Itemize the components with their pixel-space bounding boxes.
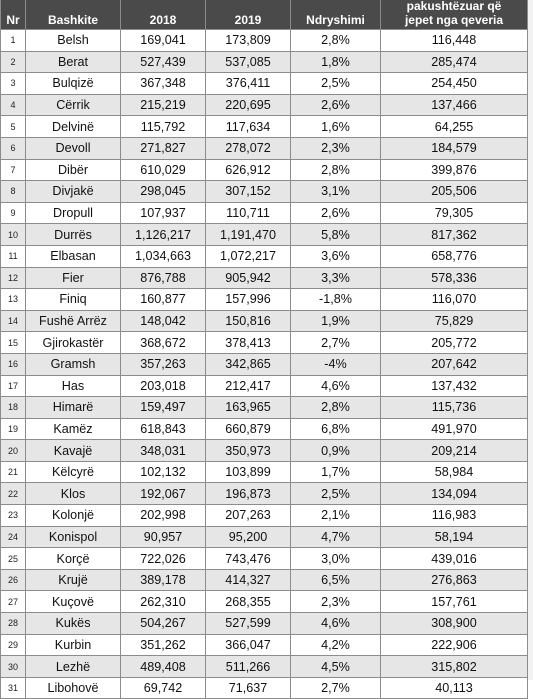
cell-2018: 271,827	[121, 137, 206, 159]
cell-municipality: Kukës	[26, 613, 121, 635]
cell-change: 2,6%	[291, 202, 381, 224]
cell-municipality: Dibër	[26, 159, 121, 181]
cell-2018: 368,672	[121, 332, 206, 354]
cell-change: 2,8%	[291, 30, 381, 52]
cell-municipality: Dropull	[26, 202, 121, 224]
cell-change: 2,3%	[291, 591, 381, 613]
cell-municipality: Fushë Arrëz	[26, 310, 121, 332]
header-nr: Nr	[1, 0, 26, 30]
cell-nr: 12	[1, 267, 26, 289]
cell-municipality: Finiq	[26, 289, 121, 311]
cell-transfer: 439,016	[381, 548, 528, 570]
cell-change: 2,6%	[291, 94, 381, 116]
cell-2018: 202,998	[121, 505, 206, 527]
table-row	[1, 505, 528, 527]
cell-transfer: 205,772	[381, 332, 528, 354]
cell-transfer: 658,776	[381, 245, 528, 267]
cell-2019: 157,996	[206, 289, 291, 311]
cell-municipality: Berat	[26, 51, 121, 73]
cell-municipality: Këlcyrë	[26, 461, 121, 483]
cell-2019: 1,191,470	[206, 224, 291, 246]
cell-transfer: 58,984	[381, 461, 528, 483]
cell-municipality: Elbasan	[26, 245, 121, 267]
cell-change: 6,8%	[291, 418, 381, 440]
cell-2019: 110,711	[206, 202, 291, 224]
cell-2019: 905,942	[206, 267, 291, 289]
cell-change: 1,6%	[291, 116, 381, 138]
table-row	[1, 245, 528, 267]
cell-2019: 268,355	[206, 591, 291, 613]
cell-2018: 69,742	[121, 677, 206, 699]
cell-2018: 90,957	[121, 526, 206, 548]
cell-2018: 115,792	[121, 116, 206, 138]
table-row	[1, 461, 528, 483]
cell-change: 4,2%	[291, 634, 381, 656]
cell-nr: 31	[1, 677, 26, 699]
cell-transfer: 285,474	[381, 51, 528, 73]
table-row	[1, 418, 528, 440]
table-row	[1, 310, 528, 332]
cell-nr: 28	[1, 613, 26, 635]
cell-nr: 21	[1, 461, 26, 483]
cell-municipality: Kamëz	[26, 418, 121, 440]
cell-transfer: 58,194	[381, 526, 528, 548]
cell-change: -1,8%	[291, 289, 381, 311]
header-2018: 2018	[121, 0, 206, 30]
cell-municipality: Himarë	[26, 397, 121, 419]
cell-2019: 537,085	[206, 51, 291, 73]
cell-nr: 22	[1, 483, 26, 505]
cell-transfer: 116,070	[381, 289, 528, 311]
cell-2019: 414,327	[206, 569, 291, 591]
cell-change: 2,8%	[291, 159, 381, 181]
cell-nr: 17	[1, 375, 26, 397]
cell-2018: 504,267	[121, 613, 206, 635]
cell-2019: 366,047	[206, 634, 291, 656]
cell-nr: 11	[1, 245, 26, 267]
table-row	[1, 137, 528, 159]
cell-2018: 618,843	[121, 418, 206, 440]
table-row	[1, 591, 528, 613]
table-header-row	[1, 0, 528, 30]
cell-nr: 23	[1, 505, 26, 527]
table-row	[1, 656, 528, 678]
table-row	[1, 526, 528, 548]
cell-transfer: 157,761	[381, 591, 528, 613]
cell-change: 5,8%	[291, 224, 381, 246]
cell-transfer: 399,876	[381, 159, 528, 181]
table-row	[1, 202, 528, 224]
cell-municipality: Bulqizë	[26, 73, 121, 95]
cell-municipality: Cërrik	[26, 94, 121, 116]
table-row	[1, 116, 528, 138]
cell-municipality: Delvinë	[26, 116, 121, 138]
cell-municipality: Kavajë	[26, 440, 121, 462]
cell-2019: 95,200	[206, 526, 291, 548]
cell-2018: 876,788	[121, 267, 206, 289]
table-row	[1, 267, 528, 289]
cell-2019: 743,476	[206, 548, 291, 570]
cell-2019: 1,072,217	[206, 245, 291, 267]
cell-municipality: Gjirokastër	[26, 332, 121, 354]
cell-2018: 351,262	[121, 634, 206, 656]
cell-transfer: 254,450	[381, 73, 528, 95]
right-edge	[528, 0, 533, 680]
table-row	[1, 613, 528, 635]
cell-transfer: 79,305	[381, 202, 528, 224]
cell-municipality: Divjakë	[26, 181, 121, 203]
cell-transfer: 115,736	[381, 397, 528, 419]
cell-municipality: Belsh	[26, 30, 121, 52]
cell-nr: 10	[1, 224, 26, 246]
cell-change: 4,7%	[291, 526, 381, 548]
cell-municipality: Klos	[26, 483, 121, 505]
cell-transfer: 64,255	[381, 116, 528, 138]
cell-change: 2,7%	[291, 332, 381, 354]
cell-municipality: Kuçovë	[26, 591, 121, 613]
cell-nr: 25	[1, 548, 26, 570]
cell-2018: 192,067	[121, 483, 206, 505]
cell-transfer: 491,970	[381, 418, 528, 440]
cell-2019: 196,873	[206, 483, 291, 505]
cell-2018: 389,178	[121, 569, 206, 591]
cell-nr: 27	[1, 591, 26, 613]
cell-2018: 489,408	[121, 656, 206, 678]
cell-2019: 103,899	[206, 461, 291, 483]
cell-nr: 7	[1, 159, 26, 181]
cell-2018: 610,029	[121, 159, 206, 181]
cell-2019: 350,973	[206, 440, 291, 462]
table-row	[1, 332, 528, 354]
header-unconditional-transfer: pakushtëzuar që jepet nga qeveria	[381, 0, 528, 30]
cell-change: -4%	[291, 353, 381, 375]
cell-2019: 342,865	[206, 353, 291, 375]
cell-change: 4,6%	[291, 613, 381, 635]
cell-municipality: Durrës	[26, 224, 121, 246]
table-row	[1, 353, 528, 375]
cell-municipality: Gramsh	[26, 353, 121, 375]
cell-nr: 14	[1, 310, 26, 332]
header-2019: 2019	[206, 0, 291, 30]
table-row	[1, 224, 528, 246]
header-municipality: Bashkite	[26, 0, 121, 30]
cell-nr: 8	[1, 181, 26, 203]
cell-nr: 29	[1, 634, 26, 656]
cell-transfer: 184,579	[381, 137, 528, 159]
cell-municipality: Kolonjë	[26, 505, 121, 527]
cell-2019: 150,816	[206, 310, 291, 332]
cell-nr: 16	[1, 353, 26, 375]
table-row	[1, 569, 528, 591]
cell-2018: 722,026	[121, 548, 206, 570]
table-row	[1, 94, 528, 116]
cell-2018: 203,018	[121, 375, 206, 397]
cell-change: 2,5%	[291, 73, 381, 95]
cell-change: 4,5%	[291, 656, 381, 678]
cell-nr: 3	[1, 73, 26, 95]
cell-transfer: 116,983	[381, 505, 528, 527]
table-row	[1, 548, 528, 570]
cell-change: 1,7%	[291, 461, 381, 483]
cell-municipality: Lezhë	[26, 656, 121, 678]
cell-nr: 1	[1, 30, 26, 52]
table-row	[1, 483, 528, 505]
cell-2019: 660,879	[206, 418, 291, 440]
table-row	[1, 73, 528, 95]
cell-2019: 117,634	[206, 116, 291, 138]
cell-change: 2,3%	[291, 137, 381, 159]
cell-2019: 220,695	[206, 94, 291, 116]
cell-nr: 9	[1, 202, 26, 224]
cell-municipality: Fier	[26, 267, 121, 289]
cell-2018: 348,031	[121, 440, 206, 462]
cell-2019: 378,413	[206, 332, 291, 354]
cell-2018: 1,126,217	[121, 224, 206, 246]
cell-municipality: Devoll	[26, 137, 121, 159]
cell-2018: 169,041	[121, 30, 206, 52]
cell-2019: 376,411	[206, 73, 291, 95]
cell-nr: 15	[1, 332, 26, 354]
cell-change: 3,0%	[291, 548, 381, 570]
cell-transfer: 137,466	[381, 94, 528, 116]
cell-transfer: 222,906	[381, 634, 528, 656]
cell-change: 2,5%	[291, 483, 381, 505]
cell-municipality: Konispol	[26, 526, 121, 548]
cell-2019: 626,912	[206, 159, 291, 181]
cell-nr: 26	[1, 569, 26, 591]
cell-change: 0,9%	[291, 440, 381, 462]
table-row	[1, 375, 528, 397]
cell-2019: 527,599	[206, 613, 291, 635]
table-row	[1, 181, 528, 203]
cell-change: 4,6%	[291, 375, 381, 397]
cell-2019: 511,266	[206, 656, 291, 678]
table-body	[1, 30, 528, 699]
cell-nr: 18	[1, 397, 26, 419]
cell-change: 2,8%	[291, 397, 381, 419]
cell-nr: 30	[1, 656, 26, 678]
cell-2018: 262,310	[121, 591, 206, 613]
cell-change: 3,1%	[291, 181, 381, 203]
table-row	[1, 30, 528, 52]
cell-2019: 163,965	[206, 397, 291, 419]
table-row	[1, 397, 528, 419]
table-row	[1, 440, 528, 462]
cell-transfer: 116,448	[381, 30, 528, 52]
cell-municipality: Has	[26, 375, 121, 397]
cell-2018: 298,045	[121, 181, 206, 203]
cell-transfer: 134,094	[381, 483, 528, 505]
cell-2018: 148,042	[121, 310, 206, 332]
cell-municipality: Krujë	[26, 569, 121, 591]
cell-transfer: 308,900	[381, 613, 528, 635]
cell-transfer: 276,863	[381, 569, 528, 591]
cell-change: 3,3%	[291, 267, 381, 289]
cell-nr: 20	[1, 440, 26, 462]
cell-2019: 278,072	[206, 137, 291, 159]
table-row	[1, 289, 528, 311]
cell-transfer: 315,802	[381, 656, 528, 678]
cell-transfer: 817,362	[381, 224, 528, 246]
cell-nr: 19	[1, 418, 26, 440]
cell-2018: 357,263	[121, 353, 206, 375]
cell-municipality: Libohovë	[26, 677, 121, 699]
cell-nr: 4	[1, 94, 26, 116]
cell-municipality: Kurbin	[26, 634, 121, 656]
cell-2018: 102,132	[121, 461, 206, 483]
cell-transfer: 205,506	[381, 181, 528, 203]
table-row	[1, 159, 528, 181]
cell-nr: 2	[1, 51, 26, 73]
cell-change: 3,6%	[291, 245, 381, 267]
cell-nr: 13	[1, 289, 26, 311]
cell-2019: 173,809	[206, 30, 291, 52]
cell-2018: 215,219	[121, 94, 206, 116]
cell-2018: 367,348	[121, 73, 206, 95]
cell-2018: 159,497	[121, 397, 206, 419]
cell-2018: 107,937	[121, 202, 206, 224]
cell-municipality: Korçë	[26, 548, 121, 570]
cell-change: 1,9%	[291, 310, 381, 332]
cell-2018: 527,439	[121, 51, 206, 73]
header-change: Ndryshimi	[291, 0, 381, 30]
cell-change: 6,5%	[291, 569, 381, 591]
cell-transfer: 578,336	[381, 267, 528, 289]
cell-2019: 212,417	[206, 375, 291, 397]
cell-change: 1,8%	[291, 51, 381, 73]
cell-transfer: 137,432	[381, 375, 528, 397]
table-row	[1, 677, 528, 699]
cell-2019: 71,637	[206, 677, 291, 699]
cell-nr: 24	[1, 526, 26, 548]
cell-transfer: 209,214	[381, 440, 528, 462]
cell-2018: 1,034,663	[121, 245, 206, 267]
cell-change: 2,1%	[291, 505, 381, 527]
cell-2018: 160,877	[121, 289, 206, 311]
cell-transfer: 75,829	[381, 310, 528, 332]
cell-change: 2,7%	[291, 677, 381, 699]
cell-2019: 207,263	[206, 505, 291, 527]
table-row	[1, 51, 528, 73]
cell-transfer: 207,642	[381, 353, 528, 375]
cell-transfer: 40,113	[381, 677, 528, 699]
cell-2019: 307,152	[206, 181, 291, 203]
cell-nr: 5	[1, 116, 26, 138]
table-row	[1, 634, 528, 656]
cell-nr: 6	[1, 137, 26, 159]
